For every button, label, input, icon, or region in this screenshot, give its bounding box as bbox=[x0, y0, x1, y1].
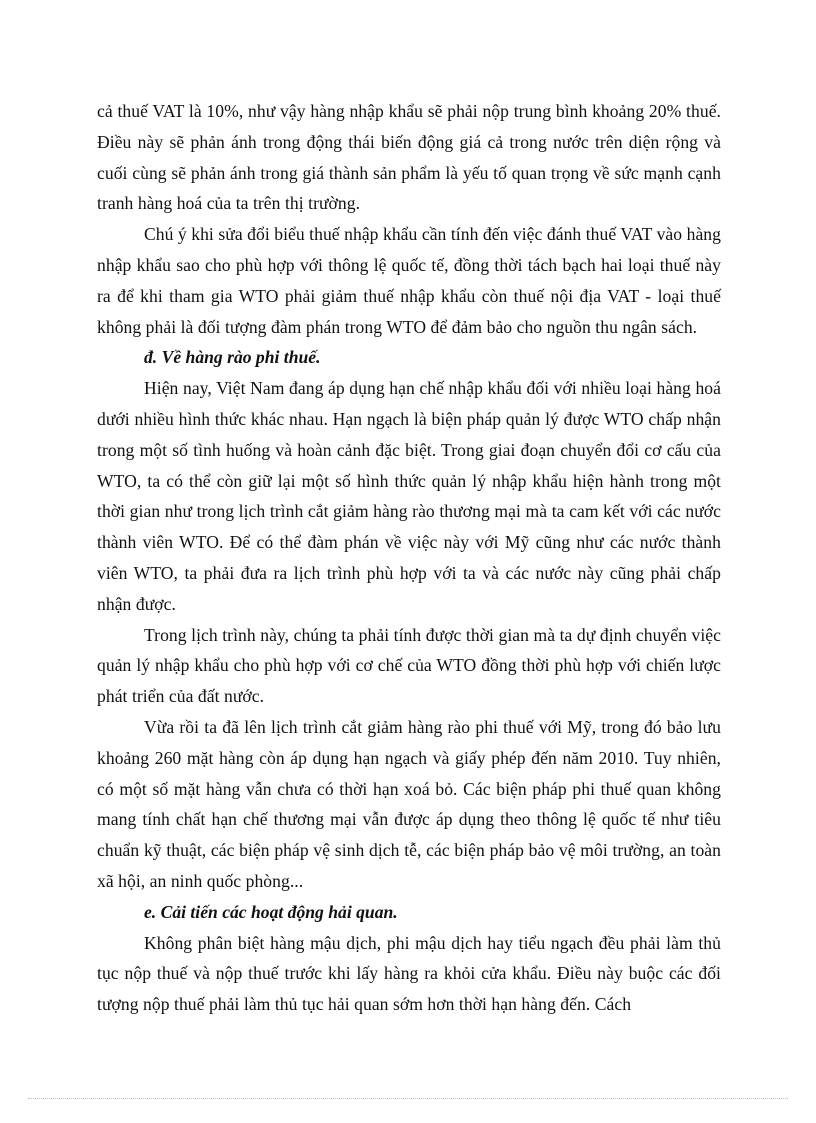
heading-customs-improvement: e. Cải tiến các hoạt động hải quan. bbox=[144, 901, 398, 922]
paragraph-import-restrictions: Hiện nay, Việt Nam đang áp dụng hạn chế nhập khẩu đối với nhiều loại hàng hoá dưới nhiều hình thức khác nhau. Hạn ngạch là biện pháp quản lý được WTO chấp nhận trong một số tình huống và hoàn cảnh đặc biệt. Trong giai đoạn chuyển đổi cơ cấu của WTO, ta có thể còn giữ lại một số hình thức quản lý nhập khẩu hiện hành trong một thời gian như trong lịch trình cắt giảm hàng rào thương mại mà ta cam kết với các nước thành viên WTO. Để có thể đàm phán về việc này với Mỹ cũng như các nước thành viên WTO, ta phải đưa ra lịch trình phù hợp với ta và các nước này cũng phải chấp nhận được. bbox=[97, 378, 721, 614]
paragraph-vat-note: Chú ý khi sửa đổi biểu thuế nhập khẩu cần tính đến việc đánh thuế VAT vào hàng nhập khẩu sao cho phù hợp với thông lệ quốc tế, đồng thời tách bạch hai loại thuế này ra để khi tham gia WTO phải giảm thuế nhập khẩu còn thuế nội địa VAT - loại thuế không phải là đối tượng đàm phán trong WTO để đảm bảo cho nguồn thu ngân sách. bbox=[97, 224, 721, 337]
paragraph-schedule: Trong lịch trình này, chúng ta phải tính được thời gian mà ta dự định chuyển việc quản lý nhập khẩu cho phù hợp với cơ chế của WTO đồng thời phù hợp với chiến lược phát triển của đất nước. bbox=[97, 624, 721, 707]
footer-divider bbox=[28, 1098, 788, 1099]
document-page bbox=[97, 96, 721, 1020]
paragraph-customs-procedures: Không phân biệt hàng mậu dịch, phi mậu dịch hay tiểu ngạch đều phải làm thủ tục nộp thuế và nộp thuế trước khi lấy hàng ra khỏi cửa khẩu. Điều này buộc các đối tượng nộp thuế phải làm thủ tục hải quan sớm hơn thời hạn hàng đến. Cách bbox=[97, 932, 721, 1015]
heading-non-tariff-barriers: đ. Về hàng rào phi thuế. bbox=[144, 347, 321, 368]
paragraph-us-schedule: Vừa rồi ta đã lên lịch trình cắt giảm hàng rào phi thuế với Mỹ, trong đó bảo lưu khoảng 260 mặt hàng còn áp dụng hạn ngạch và giấy phép đến năm 2010. Tuy nhiên, có một số mặt hàng vẫn chưa có thời hạn xoá bỏ. Các biện pháp phi thuế quan không mang tính chất hạn chế thương mại vẫn được áp dụng theo thông lệ quốc tế như tiêu chuẩn kỹ thuật, các biện pháp vệ sinh dịch tễ, các biện pháp bảo vệ môi trường, an toàn xã hội, an ninh quốc phòng... bbox=[97, 716, 721, 891]
paragraph-vat-rate: cả thuế VAT là 10%, như vậy hàng nhập khẩu sẽ phải nộp trung bình khoảng 20% thuế. Điều này sẽ phản ánh trong động thái biến động giá cả trong nước trên diện rộng và cuối cùng sẽ phản ánh trong giá thành sản phẩm là yếu tố quan trọng về sức mạnh cạnh tranh hàng hoá của ta trên thị trường. bbox=[97, 101, 721, 214]
